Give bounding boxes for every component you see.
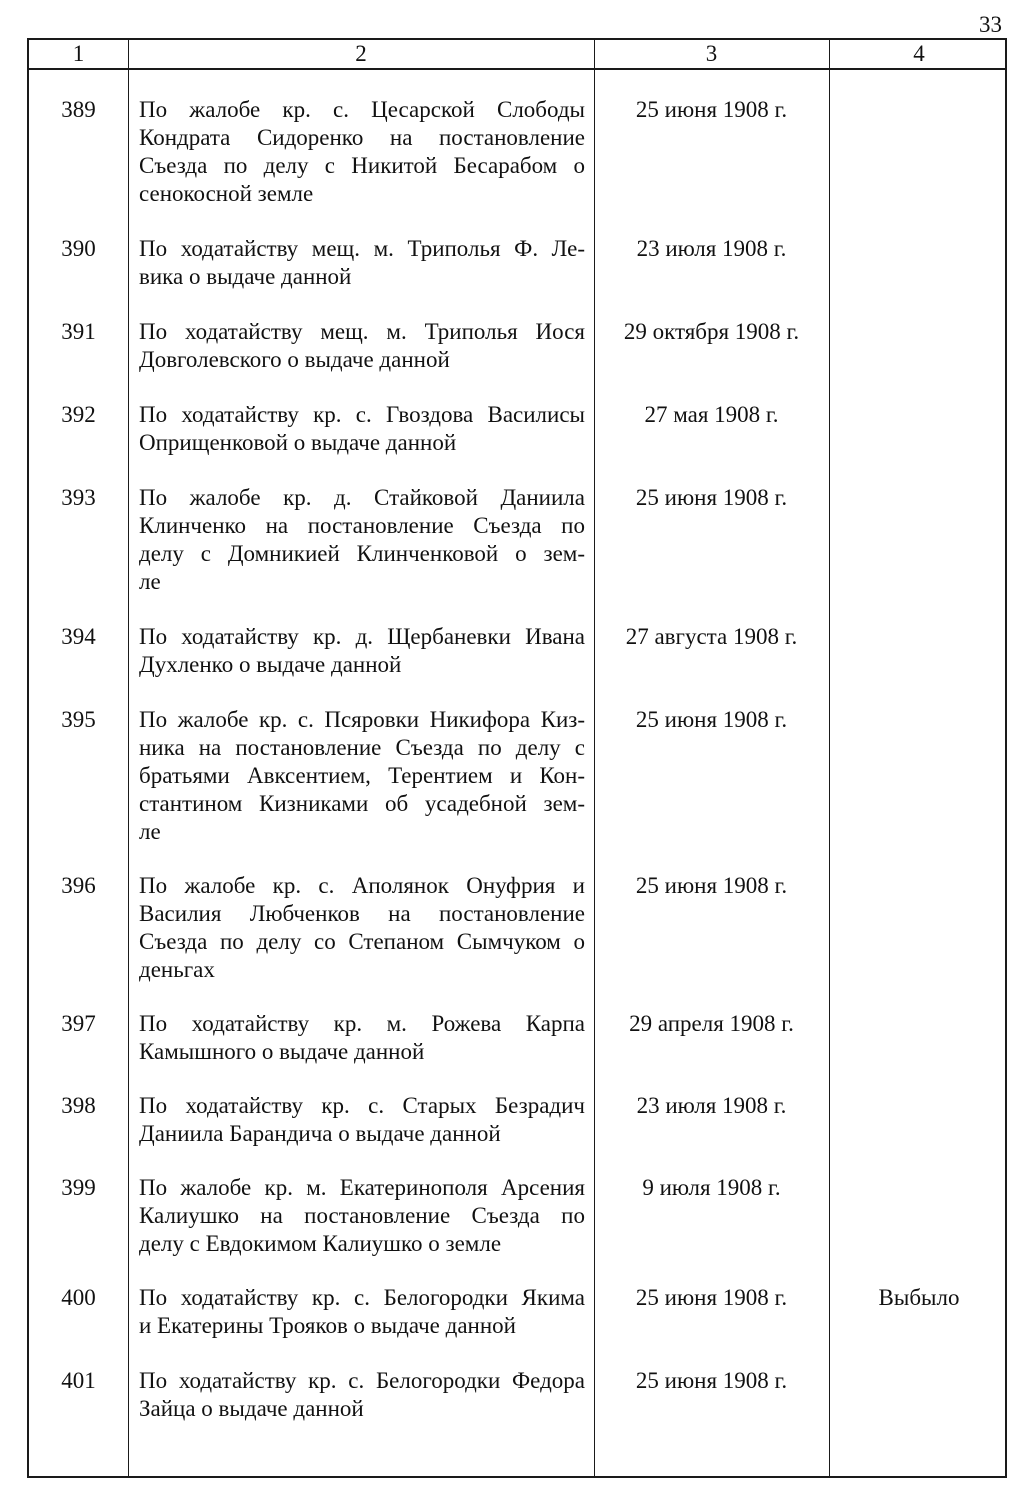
page-number: 33 — [979, 12, 1002, 37]
description-line: По ходатайству кр. м. Рожева Карпа — [139, 1011, 585, 1036]
description-line: деньгах — [139, 957, 215, 982]
description-line: и Екатерины Трояков о выдаче данной — [139, 1313, 516, 1338]
description-line: По ходатайству кр. д. Щербаневки Ивана — [139, 624, 585, 649]
description-line: По ходатайству кр. с. Белогородки Федора — [139, 1368, 585, 1393]
description-line: делу с Домникией Клинченковой о зем- — [139, 541, 585, 566]
description-line: По жалобе кр. с. Аполянок Онуфрия и — [139, 873, 585, 898]
record-description — [139, 235, 585, 291]
record-description — [139, 484, 585, 596]
record-date: 25 июня 1908 г. — [635, 1285, 788, 1310]
record-date: 27 августа 1908 г. — [625, 624, 798, 649]
description-line: По жалобе кр. м. Екатеринополя Арсения — [139, 1175, 585, 1200]
description-line: ника на постановление Съезда по делу с — [139, 735, 585, 760]
record-description — [139, 96, 585, 208]
description-line: По жалобе кр. с. Псяровки Никифора Киз- — [139, 707, 585, 732]
description-line: делу с Евдокимом Калиушко о земле — [139, 1231, 502, 1256]
description-line: По ходатайству кр. с. Старых Безрадич — [139, 1093, 585, 1118]
record-date: 25 июня 1908 г. — [635, 707, 788, 732]
description-line: Довголевского о выдаче данной — [139, 347, 450, 372]
header-col-1: 1 — [72, 41, 85, 66]
record-date: 29 октября 1908 г. — [623, 319, 800, 344]
description-line: Калиушко на постановление Съезда по — [139, 1203, 585, 1228]
header-col-3: 3 — [705, 41, 718, 66]
record-date: 25 июня 1908 г. — [635, 97, 788, 122]
record-date: 23 июля 1908 г. — [636, 236, 787, 261]
description-line: По ходатайству мещ. м. Триполья Иося — [139, 319, 585, 344]
description-line: Съезда по делу с Никитой Бесарабом о — [139, 153, 585, 178]
record-date: 23 июля 1908 г. — [636, 1093, 787, 1118]
register-table — [27, 38, 1007, 1478]
column-divider — [128, 40, 129, 1476]
record-number: 390 — [61, 236, 96, 261]
description-line: ле — [139, 569, 161, 594]
record-description — [139, 872, 585, 984]
record-number: 395 — [61, 707, 96, 732]
record-description — [139, 401, 585, 457]
description-line: По ходатайству кр. с. Белогородки Якима — [139, 1285, 585, 1310]
table-header — [29, 40, 1005, 70]
description-line: Съезда по делу со Степаном Сымчуком о — [139, 929, 585, 954]
record-note: Выбыло — [878, 1285, 960, 1310]
record-description — [139, 1284, 585, 1340]
record-date: 25 июня 1908 г. — [635, 873, 788, 898]
record-description — [139, 706, 585, 846]
record-number: 394 — [61, 624, 96, 649]
record-date: 29 апреля 1908 г. — [629, 1011, 794, 1036]
record-description — [139, 1174, 585, 1258]
description-line: Оприщенковой о выдаче данной — [139, 430, 457, 455]
record-date: 25 июня 1908 г. — [635, 485, 788, 510]
record-number: 391 — [61, 319, 96, 344]
record-number: 401 — [61, 1368, 96, 1393]
description-line: По жалобе кр. д. Стайковой Даниила — [139, 485, 585, 510]
record-date: 27 мая 1908 г. — [644, 402, 779, 427]
description-line: Духленко о выдаче данной — [139, 652, 402, 677]
record-description — [139, 1367, 585, 1423]
description-line: ле — [139, 819, 161, 844]
record-description — [139, 1010, 585, 1066]
record-number: 398 — [61, 1093, 96, 1118]
record-number: 389 — [61, 97, 96, 122]
description-line: Камышного о выдаче данной — [139, 1039, 425, 1064]
description-line: братьями Авксентием, Терентием и Кон- — [139, 763, 585, 788]
record-date: 9 июля 1908 г. — [642, 1175, 781, 1200]
header-col-4: 4 — [913, 41, 925, 66]
record-number: 392 — [61, 402, 96, 427]
description-line: По жалобе кр. с. Цесарской Слободы — [139, 97, 585, 122]
record-date: 25 июня 1908 г. — [635, 1368, 788, 1393]
record-description — [139, 1092, 585, 1148]
description-line: Кондрата Сидоренко на постановление — [139, 125, 585, 150]
description-line: Зайца о выдаче данной — [139, 1396, 364, 1421]
record-description — [139, 623, 585, 679]
description-line: По ходатайству кр. с. Гвоздова Василисы — [139, 402, 585, 427]
description-line: Клинченко на постановление Съезда по — [139, 513, 585, 538]
description-line: По ходатайству мещ. м. Триполья Ф. Ле- — [139, 236, 585, 261]
record-number: 397 — [61, 1011, 96, 1036]
record-number: 399 — [61, 1175, 96, 1200]
column-divider — [829, 40, 830, 1476]
record-number: 400 — [61, 1285, 96, 1310]
record-number: 393 — [61, 485, 96, 510]
description-line: Василия Любченков на постановление — [139, 901, 585, 926]
description-line: сенокосной земле — [139, 181, 314, 206]
header-col-2: 2 — [355, 41, 367, 66]
description-line: Даниила Барандича о выдаче данной — [139, 1121, 501, 1146]
description-line: вика о выдаче данной — [139, 264, 352, 289]
record-number: 396 — [61, 873, 96, 898]
record-description — [139, 318, 585, 374]
description-line: стантином Кизниками об усадебной зем- — [139, 791, 585, 816]
